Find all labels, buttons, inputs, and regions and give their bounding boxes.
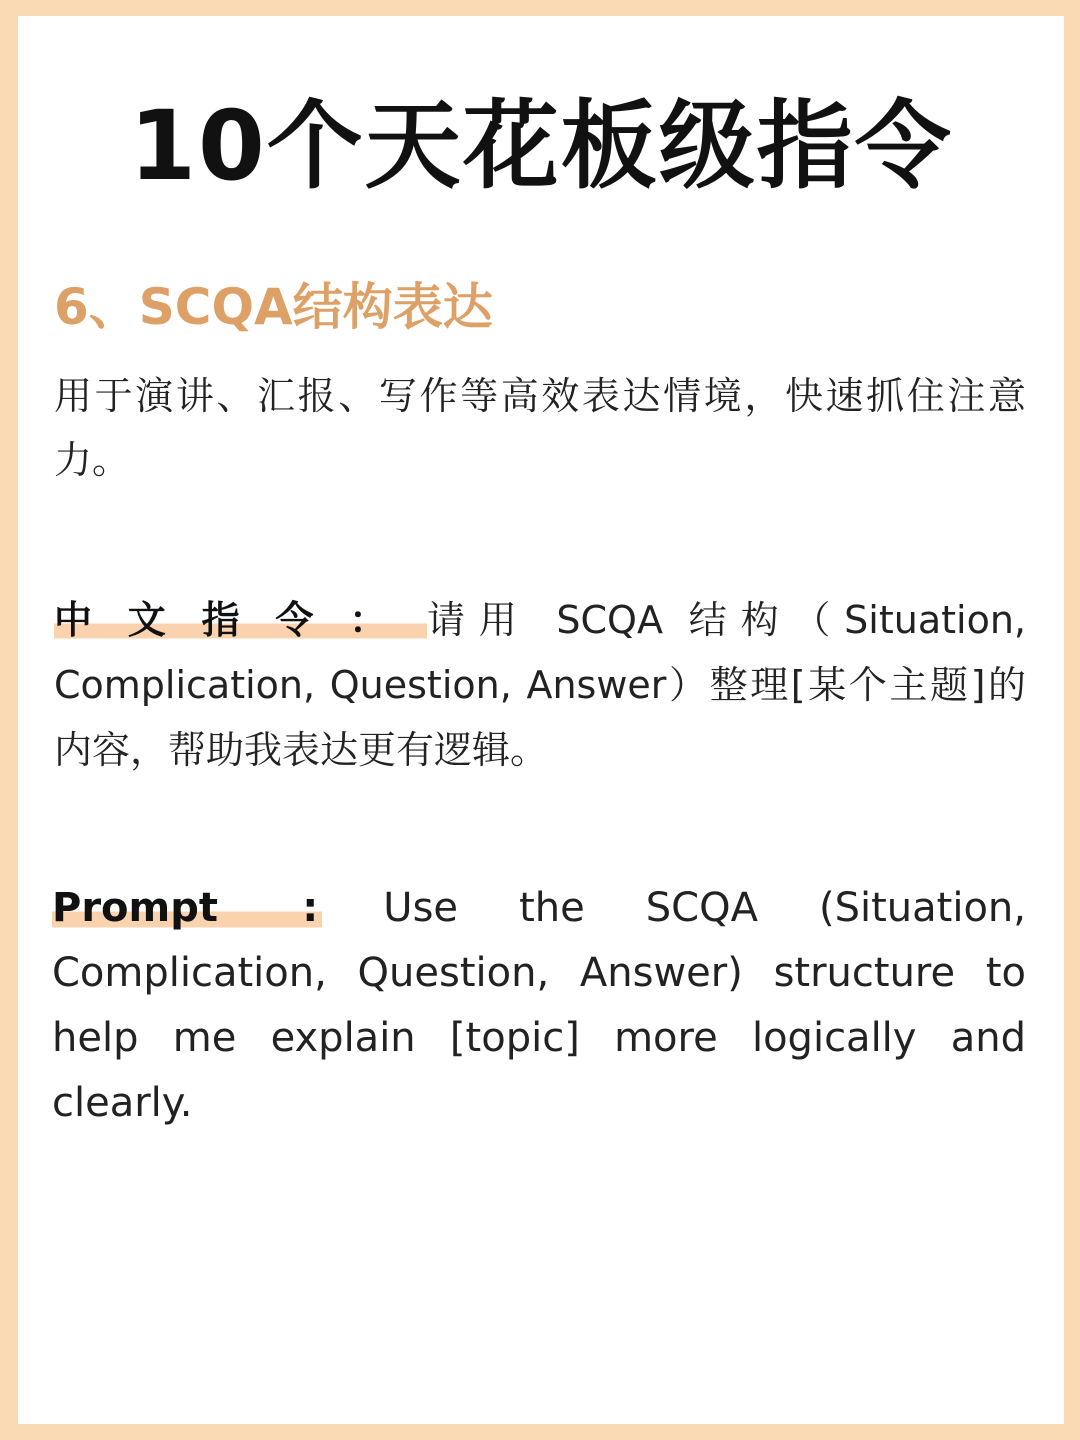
english-prompt-block xyxy=(52,876,1026,1136)
section-description: 用于演讲、汇报、写作等高效表达情境，快速抓住注意力。 xyxy=(54,374,1026,482)
content-card xyxy=(18,16,1064,1424)
english-prompt-label: Prompt : xyxy=(52,885,322,931)
chinese-prompt-block xyxy=(54,588,1026,783)
english-prompt-text: Use the SCQA (Situation, Complication, Question, Answer) structure to help me explain [topic] more logically and clearly. xyxy=(52,885,1026,1126)
section-heading: 6、SCQA结构表达 xyxy=(54,278,493,336)
chinese-prompt-label: 中文指令： xyxy=(54,598,427,642)
chinese-prompt-text: 请用 SCQA 结构（Situation, Complication, Question, Answer）整理[某个主题]的内容，帮助我表达更有逻辑。 xyxy=(54,598,1026,772)
page-title: 10个天花板级指令 xyxy=(129,90,953,202)
